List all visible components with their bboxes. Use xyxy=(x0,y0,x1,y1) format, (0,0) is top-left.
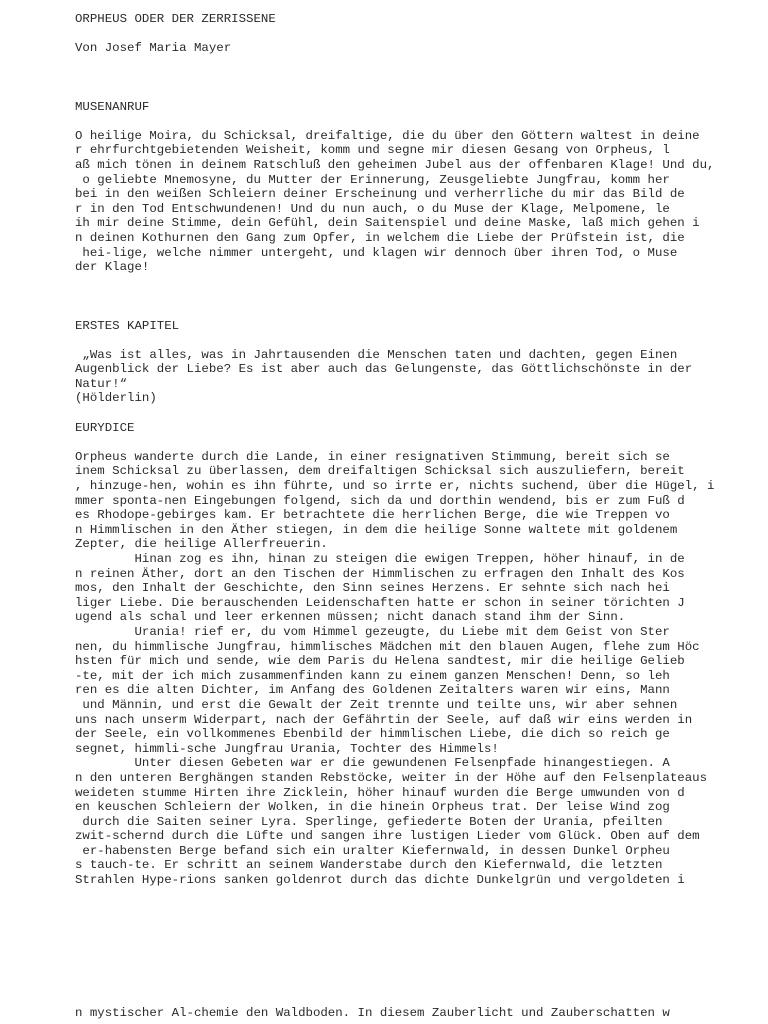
text-line: Orpheus wanderte durch die Lande, in einer resignativen Stimmung, bereit sich se xyxy=(75,449,670,464)
text-line: weideten stumme Hirten ihre Zicklein, höher hinauf wurden die Berge umwunden von d xyxy=(75,785,685,800)
chapter-heading: ERSTES KAPITEL xyxy=(75,318,180,333)
body-text xyxy=(75,450,755,888)
text-line: uns nach unserm Widerpart, nach der Gefährtin der Seele, auf daß wir eins werden in xyxy=(75,712,693,727)
continuation-line: n mystischer Al-chemie den Waldboden. In diesem Zauberlicht und Zauberschatten w xyxy=(75,1006,670,1020)
text-line: bei in den weißen Schleiern deiner Erscheinung und verherrliche du mir das Bild de xyxy=(75,187,685,202)
text-line: , hinzuge-hen, wohin es ihn führte, und so irrte er, nichts suchend, über die Hügel, i xyxy=(75,479,715,494)
text-line: der Seele, ein vollkommenes Ebenbild der himmlischen Liebe, die dich so reich ge xyxy=(75,727,670,742)
text-line: ren es die alten Dichter, im Anfang des Goldenen Zeitalters waren wir eins, Mann xyxy=(75,683,670,698)
quote-line: „Was ist alles, was in Jahrtausenden die Menschen taten und dachten, gegen Einen xyxy=(75,347,678,362)
text-line: r ehrfurchtgebietenden Weisheit, komm und segne mir diesen Gesang von Orpheus, l xyxy=(75,143,670,158)
text-line: liger Liebe. Die berauschenden Leidenschaften hatte er schon in seiner törichten J xyxy=(75,595,685,610)
text-line: der Klage! xyxy=(75,260,150,275)
text-line: o geliebte Mnemosyne, du Mutter der Erinnerung, Zeusgeliebte Jungfrau, komm her xyxy=(75,172,670,187)
text-line: zwit-schernd durch die Lüfte und sangen ihre lustigen Lieder vom Glück. Oben auf dem xyxy=(75,829,700,844)
quote-attribution: (Hölderlin) xyxy=(75,391,157,406)
text-line: hsten für mich und sende, wie dem Paris du Helena sandtest, mir die heilige Gelieb xyxy=(75,654,685,669)
text-line: durch die Saiten seiner Lyra. Sperlinge, gefiederte Boten der Urania, pfeilten xyxy=(75,814,663,829)
text-line: ih mir deine Stimme, dein Gefühl, dein Saitenspiel und deine Maske, laß mich gehen i xyxy=(75,216,700,231)
author-line: Von Josef Maria Mayer xyxy=(75,41,232,56)
text-line: s tauch-te. Er schritt an seinem Wanderstabe durch den Kiefernwald, die letzten xyxy=(75,858,663,873)
text-line: Hinan zog es ihn, hinan zu steigen die ewigen Treppen, höher hinauf, in de xyxy=(75,552,685,566)
text-line: hei-lige, welche nimmer untergeht, und klagen wir dennoch über ihren Tod, o Muse xyxy=(75,245,678,260)
text-line: aß mich tönen in deinem Ratschluß den geheimen Jubel aus der offenbaren Klage! Und du, xyxy=(75,157,715,172)
document-page xyxy=(75,12,755,888)
text-line: nen, du himmlische Jungfrau, himmlisches Mädchen mit den blauen Augen, flehe zum Höc xyxy=(75,639,700,654)
text-line: r in den Tod Entschwundenen! Und du nun auch, o du Muse der Klage, Melpomene, le xyxy=(75,201,670,216)
book-title: ORPHEUS ODER DER ZERRISSENE xyxy=(75,12,276,26)
text-line: inem Schicksal zu überlassen, dem dreifaltigen Schicksal sich auszuliefern, bereit xyxy=(75,464,685,479)
quote-line: Natur!“ xyxy=(75,376,128,391)
musenanruf-paragraph xyxy=(75,129,755,275)
text-line: es Rhodope-gebirges kam. Er betrachtete die herrlichen Berge, die wie Treppen vo xyxy=(75,508,670,523)
text-line: er-habensten Berge befand sich ein uralter Kiefernwald, in dessen Dunkel Orpheu xyxy=(75,843,670,858)
musenanruf-heading: MUSENANRUF xyxy=(75,99,150,114)
text-line: -te, mit der ich mich zusammenfinden kann zu einem ganzen Menschen! Denn, so leh xyxy=(75,668,670,683)
text-line: Urania! rief er, du vom Himmel gezeugte, du Liebe mit dem Geist von Ster xyxy=(75,624,670,639)
quote-line: Augenblick der Liebe? Es ist aber auch das Gelungenste, das Göttlichschönste in der xyxy=(75,362,693,377)
epigraph-quote xyxy=(75,348,755,406)
text-line: Unter diesen Gebeten war er die gewundenen Felsenpfade hinangestiegen. A xyxy=(75,756,670,771)
text-line: ugend als schal und leer erkennen müssen; nicht danach stand ihm der Sinn. xyxy=(75,610,626,625)
text-line: segnet, himmli-sche Jungfrau Urania, Tochter des Himmels! xyxy=(75,741,499,756)
text-line: mmer sponta-nen Eingebungen folgend, sich da und dorthin wendend, bis er zum Fuß d xyxy=(75,493,685,508)
text-line: n den unteren Berghängen standen Rebstöcke, weiter in der Höhe auf den Felsenplateaus xyxy=(75,770,708,785)
text-line: n deinen Kothurnen den Gang zum Opfer, in welchem die Liebe der Prüfstein ist, die xyxy=(75,230,685,245)
text-line: Zepter, die heilige Allerfreuerin. xyxy=(75,537,328,552)
text-line: Strahlen Hype-rions sanken goldenrot durch das dichte Dunkelgrün und vergoldeten i xyxy=(75,873,685,888)
text-line: n Himmlischen in den Äther stiegen, in dem die heilige Sonne waltete mit goldenem xyxy=(75,522,678,537)
text-line: O heilige Moira, du Schicksal, dreifaltige, die du über den Göttern waltest in deine xyxy=(75,128,700,143)
section-heading: EURYDICE xyxy=(75,420,135,435)
text-line: en keuschen Schleiern der Wolken, in die hinein Orpheus trat. Der leise Wind zog xyxy=(75,800,670,815)
text-line: n reinen Äther, dort an den Tischen der Himmlischen zu erfragen den Inhalt des Kos xyxy=(75,566,685,581)
text-line: und Männin, und erst die Gewalt der Zeit trennte und teilte uns, wir aber sehnen xyxy=(75,697,678,712)
text-line: mos, den Inhalt der Geschichte, den Sinn seines Herzens. Er sehnte sich nach hei xyxy=(75,581,670,596)
